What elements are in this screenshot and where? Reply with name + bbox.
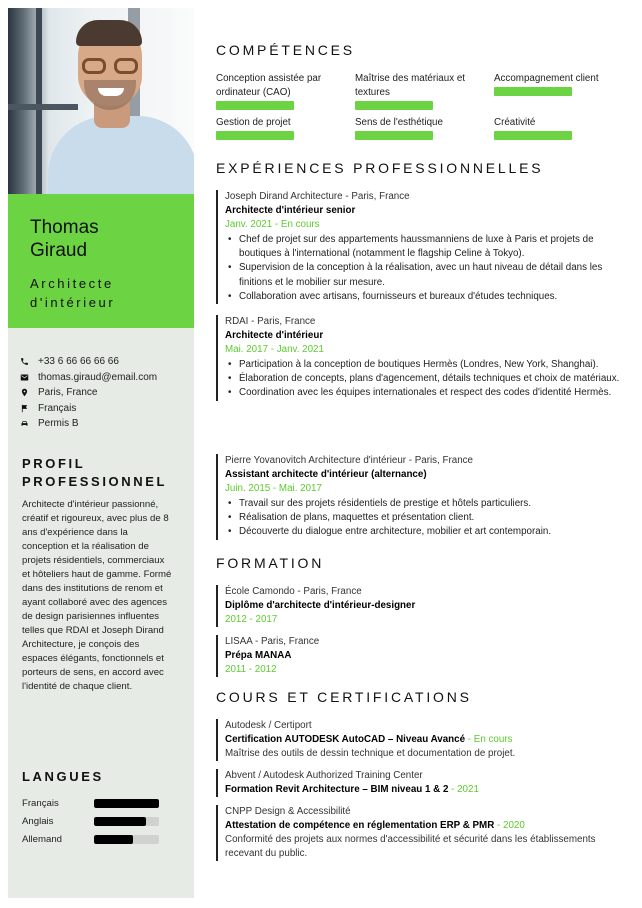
phone-icon	[20, 357, 38, 366]
experience-bullet: • Chef de projet sur des appartements haussmanniens de luxe à Paris et projets de boutiques à l'international (notamment le flagship Celine à Tokyo).	[225, 233, 625, 261]
profile-summary: Architecte d'intérieur passionné, créatif et rigoureux, avec plus de 8 ans d'expérience dans la conception et la réalisation de projets résidentiels, commerciaux et hôteliers haut de gamme. Formé dans des institutions de renom et ayant collaboré avec des agences de design parisiennes influentes telles que RDAI et Joseph Dirand Architecture, je conçois des espaces élégants, fonctionnels et porteurs de sens, en accord avec l'identité de chaque client.	[22, 499, 172, 692]
certification-desc: Conformité des projets aux normes d'accessibilité et sécurité dans les établissements recevant du public.	[225, 834, 596, 859]
certification-status: - En cours	[465, 734, 513, 745]
experience-date: Juin. 2015 - Mai. 2017	[225, 483, 322, 494]
education-date: 2011 - 2012	[225, 664, 277, 675]
education-degree: Diplôme d'architecte d'intérieur-designer	[225, 600, 416, 611]
experience-bullet: • Découverte du dialogue entre architecture, mobilier et art contemporain.	[225, 525, 625, 539]
certification-status: - 2021	[448, 784, 479, 795]
certification-org: CNPP Design & Accessibilité	[225, 806, 351, 817]
experience-entry	[216, 315, 625, 401]
contact-phone[interactable]	[20, 354, 157, 370]
experience-bullets	[225, 233, 625, 304]
skill-label: Maîtrise des matériaux et textures	[355, 73, 465, 98]
contact-email-value: thomas.giraud@email.com	[38, 371, 158, 383]
skill-bar	[494, 87, 572, 96]
skill-item	[216, 116, 355, 140]
contact-location	[20, 385, 157, 401]
languages-heading: LANGUES	[22, 769, 104, 784]
name-panel	[8, 194, 194, 328]
certification-title	[225, 819, 625, 833]
language-label: Anglais	[22, 815, 54, 827]
sidebar	[8, 8, 194, 898]
skill-bar	[494, 131, 572, 140]
language-item	[22, 794, 172, 812]
language-item	[22, 830, 172, 848]
language-level-bar	[94, 817, 159, 826]
envelope-icon	[20, 373, 38, 382]
experience-bullet: • Travail sur des projets résidentiels de prestige et hôtels particuliers.	[225, 497, 625, 511]
experience-role: Architecte d'intérieur senior	[225, 205, 356, 216]
experience-bullet: • Coordination avec les équipes internationales et respect des codes d'identité Hermès.	[225, 386, 625, 400]
education-date: 2012 - 2017	[225, 614, 278, 625]
certification-org: Abvent / Autodesk Authorized Training Center	[225, 770, 423, 781]
experience-entry	[216, 190, 625, 304]
flag-icon	[20, 404, 38, 413]
job-title	[30, 274, 194, 312]
car-icon	[20, 419, 38, 428]
certification-desc: Maîtrise des outils de dessin technique et documentation de projet.	[225, 748, 516, 759]
education-degree: Prépa MANAA	[225, 650, 292, 661]
first-name: Thomas	[30, 217, 99, 238]
certification-title-text: Formation Revit Architecture – BIM niveau 1 & 2	[225, 784, 449, 795]
profile-heading	[22, 455, 167, 491]
language-list	[22, 794, 172, 848]
skill-bar	[355, 101, 433, 110]
language-level-bar	[94, 799, 159, 808]
skill-bar	[216, 101, 294, 110]
experience-date: Janv. 2021 - En cours	[225, 219, 320, 230]
certification-status: - 2020	[494, 820, 525, 831]
experience-org: Pierre Yovanovitch Architecture d'intérieur - Paris, France	[225, 455, 473, 466]
certification-entry	[216, 769, 479, 797]
language-item	[22, 812, 172, 830]
skill-label: Accompagnement client	[494, 73, 599, 84]
experience-bullet: • Participation à la conception de boutiques Hermès (Londres, New York, Shanghai).	[225, 358, 625, 372]
skills-heading: COMPÉTENCES	[216, 42, 355, 58]
skill-label: Créativité	[494, 117, 536, 128]
experience-role: Assistant architecte d'intérieur (alternance)	[225, 469, 427, 480]
certification-entry	[216, 719, 515, 761]
skill-item	[355, 72, 494, 110]
education-school: LISAA - Paris, France	[225, 636, 320, 647]
contact-location-value: Paris, France	[38, 387, 98, 399]
experience-bullets	[225, 497, 625, 540]
contact-nationality	[20, 401, 157, 417]
contact-nationality-value: Français	[38, 402, 77, 414]
education-entry	[216, 635, 319, 677]
skill-bar	[216, 131, 294, 140]
certification-org: Autodesk / Certiport	[225, 720, 312, 731]
full-name	[30, 216, 194, 262]
experience-date: Mai. 2017 - Janv. 2021	[225, 344, 324, 355]
contact-license	[20, 416, 157, 432]
language-label: Allemand	[22, 833, 62, 845]
language-level-bar	[94, 835, 159, 844]
contact-list	[20, 354, 157, 432]
experience-role: Architecte d'intérieur	[225, 330, 324, 341]
language-label: Français	[22, 797, 59, 809]
experience-bullet: • Supervision de la conception à la réalisation, avec un haut niveau de détail dans les finitions et le mobilier sur mesure.	[225, 261, 625, 289]
skill-item	[216, 72, 355, 110]
experience-entry	[216, 454, 625, 540]
skill-label: Conception assistée par ordinateur (CAO)	[216, 73, 322, 98]
skill-item	[494, 116, 633, 140]
contact-license-value: Permis B	[38, 418, 79, 430]
skill-label: Gestion de projet	[216, 117, 291, 128]
experience-org: RDAI - Paris, France	[225, 316, 316, 327]
skill-bar	[355, 131, 433, 140]
skill-label: Sens de l'esthétique	[355, 117, 443, 128]
certifications-heading: COURS ET CERTIFICATIONS	[216, 689, 472, 705]
experience-bullet: • Collaboration avec artisans, fournisseurs et bureaux d'études techniques.	[225, 290, 625, 304]
location-pin-icon	[20, 388, 38, 397]
skill-item	[494, 72, 633, 110]
job-title-line1: Architecte	[30, 276, 114, 291]
profile-heading-line2: PROFESSIONNEL	[22, 474, 168, 489]
skill-item	[355, 116, 494, 140]
skills-grid	[216, 72, 636, 140]
certification-entry	[216, 805, 625, 861]
experience-bullets	[225, 358, 625, 401]
experience-bullet: • Élaboration de concepts, plans d'agencement, détails techniques et choix de matériaux.	[225, 372, 625, 386]
certification-title	[225, 733, 515, 747]
job-title-line2: d'intérieur	[30, 295, 116, 310]
certification-title-text: Attestation de compétence en réglementation ERP & PMR	[225, 820, 495, 831]
profile-heading-line1: PROFIL	[22, 456, 86, 471]
education-school: École Camondo - Paris, France	[225, 586, 362, 597]
profile-photo	[8, 8, 194, 194]
experience-org: Joseph Dirand Architecture - Paris, France	[225, 191, 410, 202]
certification-title	[225, 783, 479, 797]
experience-heading: EXPÉRIENCES PROFESSIONNELLES	[216, 160, 544, 176]
education-entry	[216, 585, 415, 627]
certification-title-text: Certification AUTODESK AutoCAD – Niveau Avancé	[225, 734, 466, 745]
contact-email[interactable]	[20, 370, 157, 386]
education-heading: FORMATION	[216, 555, 325, 571]
last-name: Giraud	[30, 240, 88, 261]
contact-phone-value: +33 6 66 66 66 66	[38, 356, 119, 368]
experience-bullet: • Réalisation de plans, maquettes et présentation client.	[225, 511, 625, 525]
